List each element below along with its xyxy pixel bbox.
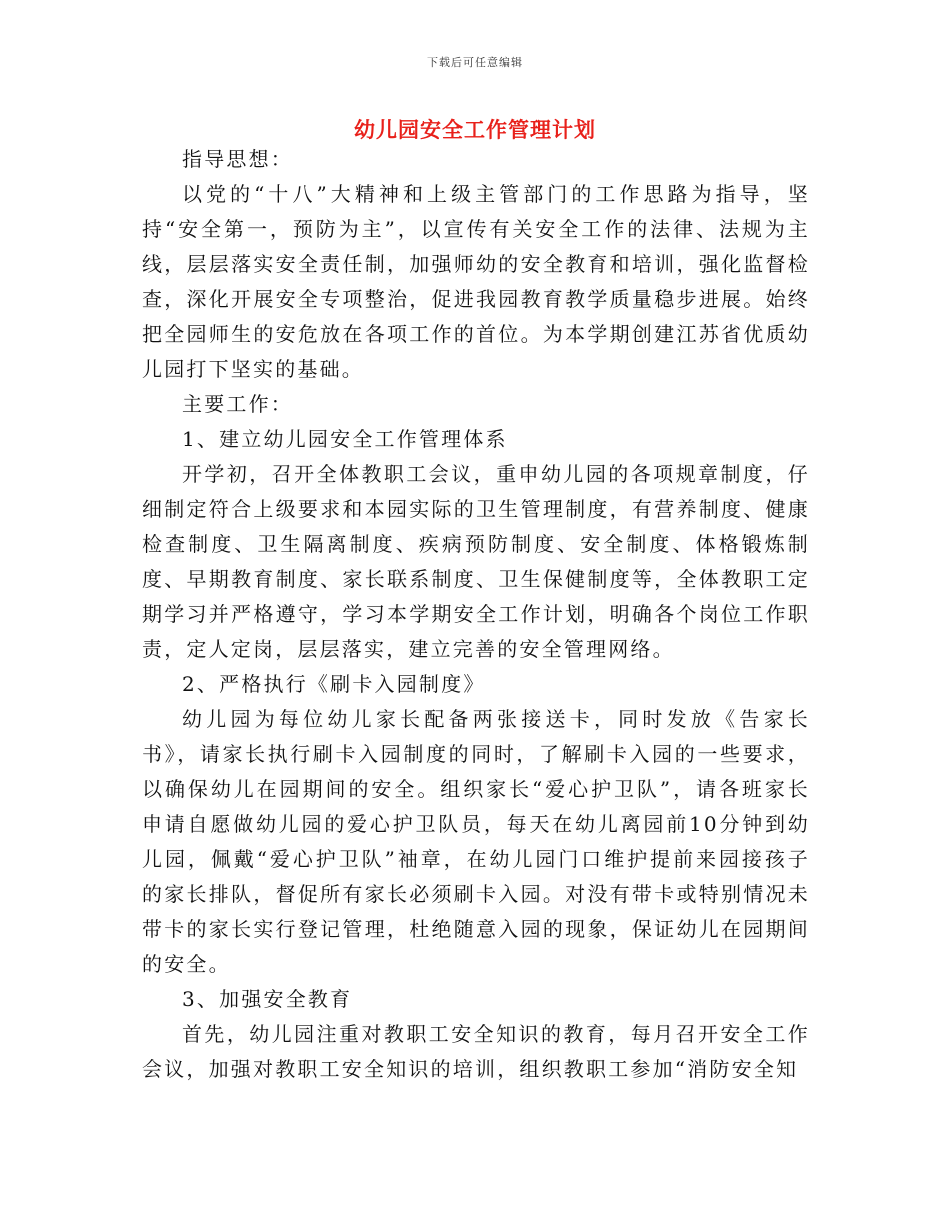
document-body bbox=[142, 142, 810, 1087]
item-heading-2: 2、严格执行《刷卡入园制度》 bbox=[182, 672, 486, 696]
header-note: 下载后可任意编辑 bbox=[427, 56, 523, 69]
paragraph: 首先，幼儿园注重对教职工安全知识的教育，每月召开安全工作会议，加强对教职工安全知识的培训，组织教职工参加“消防安全知 bbox=[142, 1022, 810, 1081]
document-title: 幼儿园安全工作管理计划 bbox=[354, 117, 596, 142]
item-heading-3: 3、加强安全教育 bbox=[182, 987, 353, 1011]
section-heading-guiding-thought: 指导思想： bbox=[182, 147, 293, 171]
item-heading-1: 1、建立幼儿园安全工作管理体系 bbox=[182, 427, 508, 451]
section-heading-main-work: 主要工作： bbox=[182, 392, 293, 416]
paragraph: 开学初，召开全体教职工会议，重申幼儿园的各项规章制度，仔细制定符合上级要求和本园实际的卫生管理制度，有营养制度、健康检查制度、卫生隔离制度、疾病预防制度、安全制度、体格锻炼制度、早期教育制度、家长联系制度、卫生保健制度等，全体教职工定期学习并严格遵守，学习本学期安全工作计划，明确各个岗位工作职责，定人定岗，层层落实，建立完善的安全管理网络。 bbox=[142, 462, 810, 661]
paragraph: 幼儿园为每位幼儿家长配备两张接送卡，同时发放《告家长书》，请家长执行刷卡入园制度的同时，了解刷卡入园的一些要求，以确保幼儿在园期间的安全。组织家长“爱心护卫队”，请各班家长申请自愿做幼儿园的爱心护卫队员，每天在幼儿离园前10分钟到幼儿园，佩戴“爱心护卫队”袖章，在幼儿园门口维护提前来园接孩子的家长排队，督促所有家长必须刷卡入园。对没有带卡或特别情况未带卡的家长实行登记管理，杜绝随意入园的现象，保证幼儿在园期间的安全。 bbox=[142, 707, 810, 976]
paragraph: 以党的“十八”大精神和上级主管部门的工作思路为指导，坚持“安全第一，预防为主”，以宣传有关安全工作的法律、法规为主线，层层落实安全责任制，加强师幼的安全教育和培训，强化监督检查，深化开展安全专项整治，促进我园教育教学质量稳步进展。始终把全园师生的安危放在各项工作的首位。为本学期创建江苏省优质幼儿园打下坚实的基础。 bbox=[142, 182, 810, 381]
